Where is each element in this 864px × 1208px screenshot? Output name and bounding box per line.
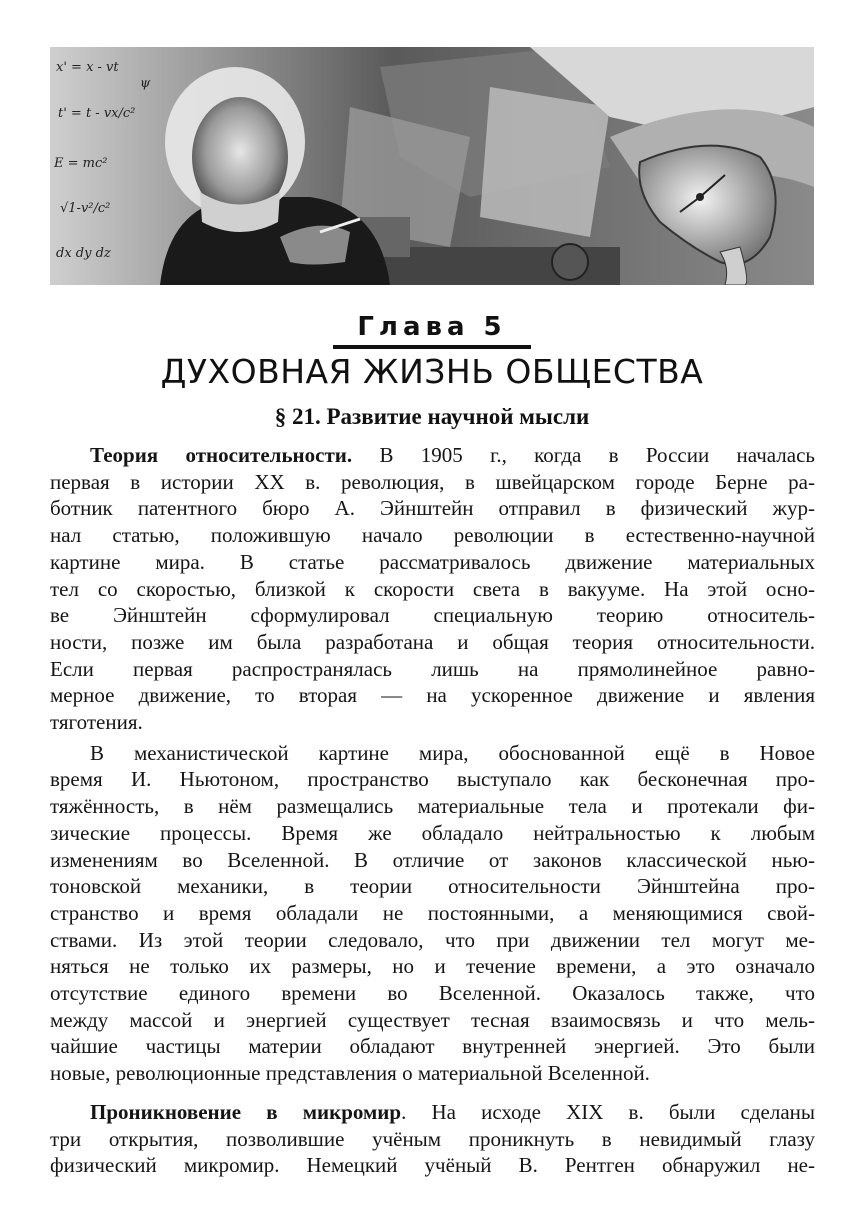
text-line: первая в истории XX в. революция, в швейцарском городе Берне ра- xyxy=(50,469,815,494)
text-line: отсутствие единого времени во Вселенной. Оказалось также, что xyxy=(50,981,815,1006)
text-line: тоновской механики, в теории относительности Эйнштейна про- xyxy=(50,874,815,899)
text-line: зические процессы. Время же обладало нейтральностью к любым xyxy=(50,820,815,845)
text-line: время И. Ньютоном, пространство выступало как бесконечная про- xyxy=(50,767,815,792)
text-line: изменениям во Вселенной. В отличие от законов классической нью- xyxy=(50,847,815,872)
text-line: ботник патентного бюро А. Эйнштейн отправил в физический жур- xyxy=(50,496,815,521)
body-text xyxy=(50,442,815,1179)
einstein-collage-image xyxy=(50,47,814,285)
text-line: тяготения. xyxy=(50,710,143,735)
paragraph-mechanistic xyxy=(50,740,815,1087)
section-title: § 21. Развитие научной мысли xyxy=(274,404,590,429)
text-line: няться не только их размеры, но и течение времени, а это означало xyxy=(50,954,815,979)
text-line: чайшие частицы материи обладают внутренней энергией. Это были xyxy=(50,1034,815,1059)
paragraph-relativity xyxy=(50,442,815,736)
formula-5: dx dy dz xyxy=(56,246,111,261)
text-line: В механистической картине мира, обоснованной ещё в Новое xyxy=(90,740,815,765)
chapter-rule xyxy=(333,345,531,349)
text-line: мерное движение, то вторая — на ускоренное движение и явления xyxy=(50,683,815,708)
formula-1: x' = x - vt xyxy=(56,60,119,75)
text-line: тяжённость, в нём размещались материальные тела и протекали фи- xyxy=(50,794,815,819)
chapter-label: Глава 5 xyxy=(357,312,507,342)
text-line: ствами. Из этой теории следовало, что при движении тел могут ме- xyxy=(50,927,815,952)
text-line: картине мира. В статье рассматривалось движение материальных xyxy=(50,549,815,574)
text-line: Проникновение в микромир. На исходе XIX в. были сделаны xyxy=(90,1099,815,1124)
text-line: новые, революционные представления о материальной Вселенной. xyxy=(50,1061,650,1086)
text-line: Если первая распространялась лишь на прямолинейное равно- xyxy=(50,656,815,681)
formula-6: ψ xyxy=(140,76,151,91)
text-line: физический микромир. Немецкий учёный В. Рентген обнаружил не- xyxy=(50,1153,815,1178)
paragraph-microworld xyxy=(50,1099,815,1179)
text-line: Теория относительности. В 1905 г., когда в России началась xyxy=(90,443,815,467)
text-line: нал статью, положившую начало революции в естественно-научной xyxy=(50,523,815,548)
run-in-heading: Теория относительности. xyxy=(90,443,353,467)
text-line: тел со скоростью, близкой к скорости света в вакууме. На этой осно- xyxy=(50,576,815,601)
text-line: странство и время обладали не постоянными, а меняющимися свой- xyxy=(50,900,815,925)
text-line: ве Эйнштейн сформулировал специальную теорию относитель- xyxy=(50,603,815,628)
formula-3: E = mc² xyxy=(54,156,108,171)
text-line: ности, позже им была разработана и общая теория относительности. xyxy=(50,629,815,654)
text-line: между массой и энергией существует тесная взаимосвязь и что мель- xyxy=(50,1007,815,1032)
formula-4: √1-v²/c² xyxy=(60,201,111,216)
run-in-heading: Проникновение в микромир xyxy=(90,1099,402,1124)
chapter-title: ДУХОВНАЯ ЖИЗНЬ ОБЩЕСТВА xyxy=(160,352,704,391)
formula-2: t' = t - vx/c² xyxy=(58,106,136,121)
text-line: три открытия, позволившие учёным проникнуть в невидимый глазу xyxy=(50,1126,815,1151)
